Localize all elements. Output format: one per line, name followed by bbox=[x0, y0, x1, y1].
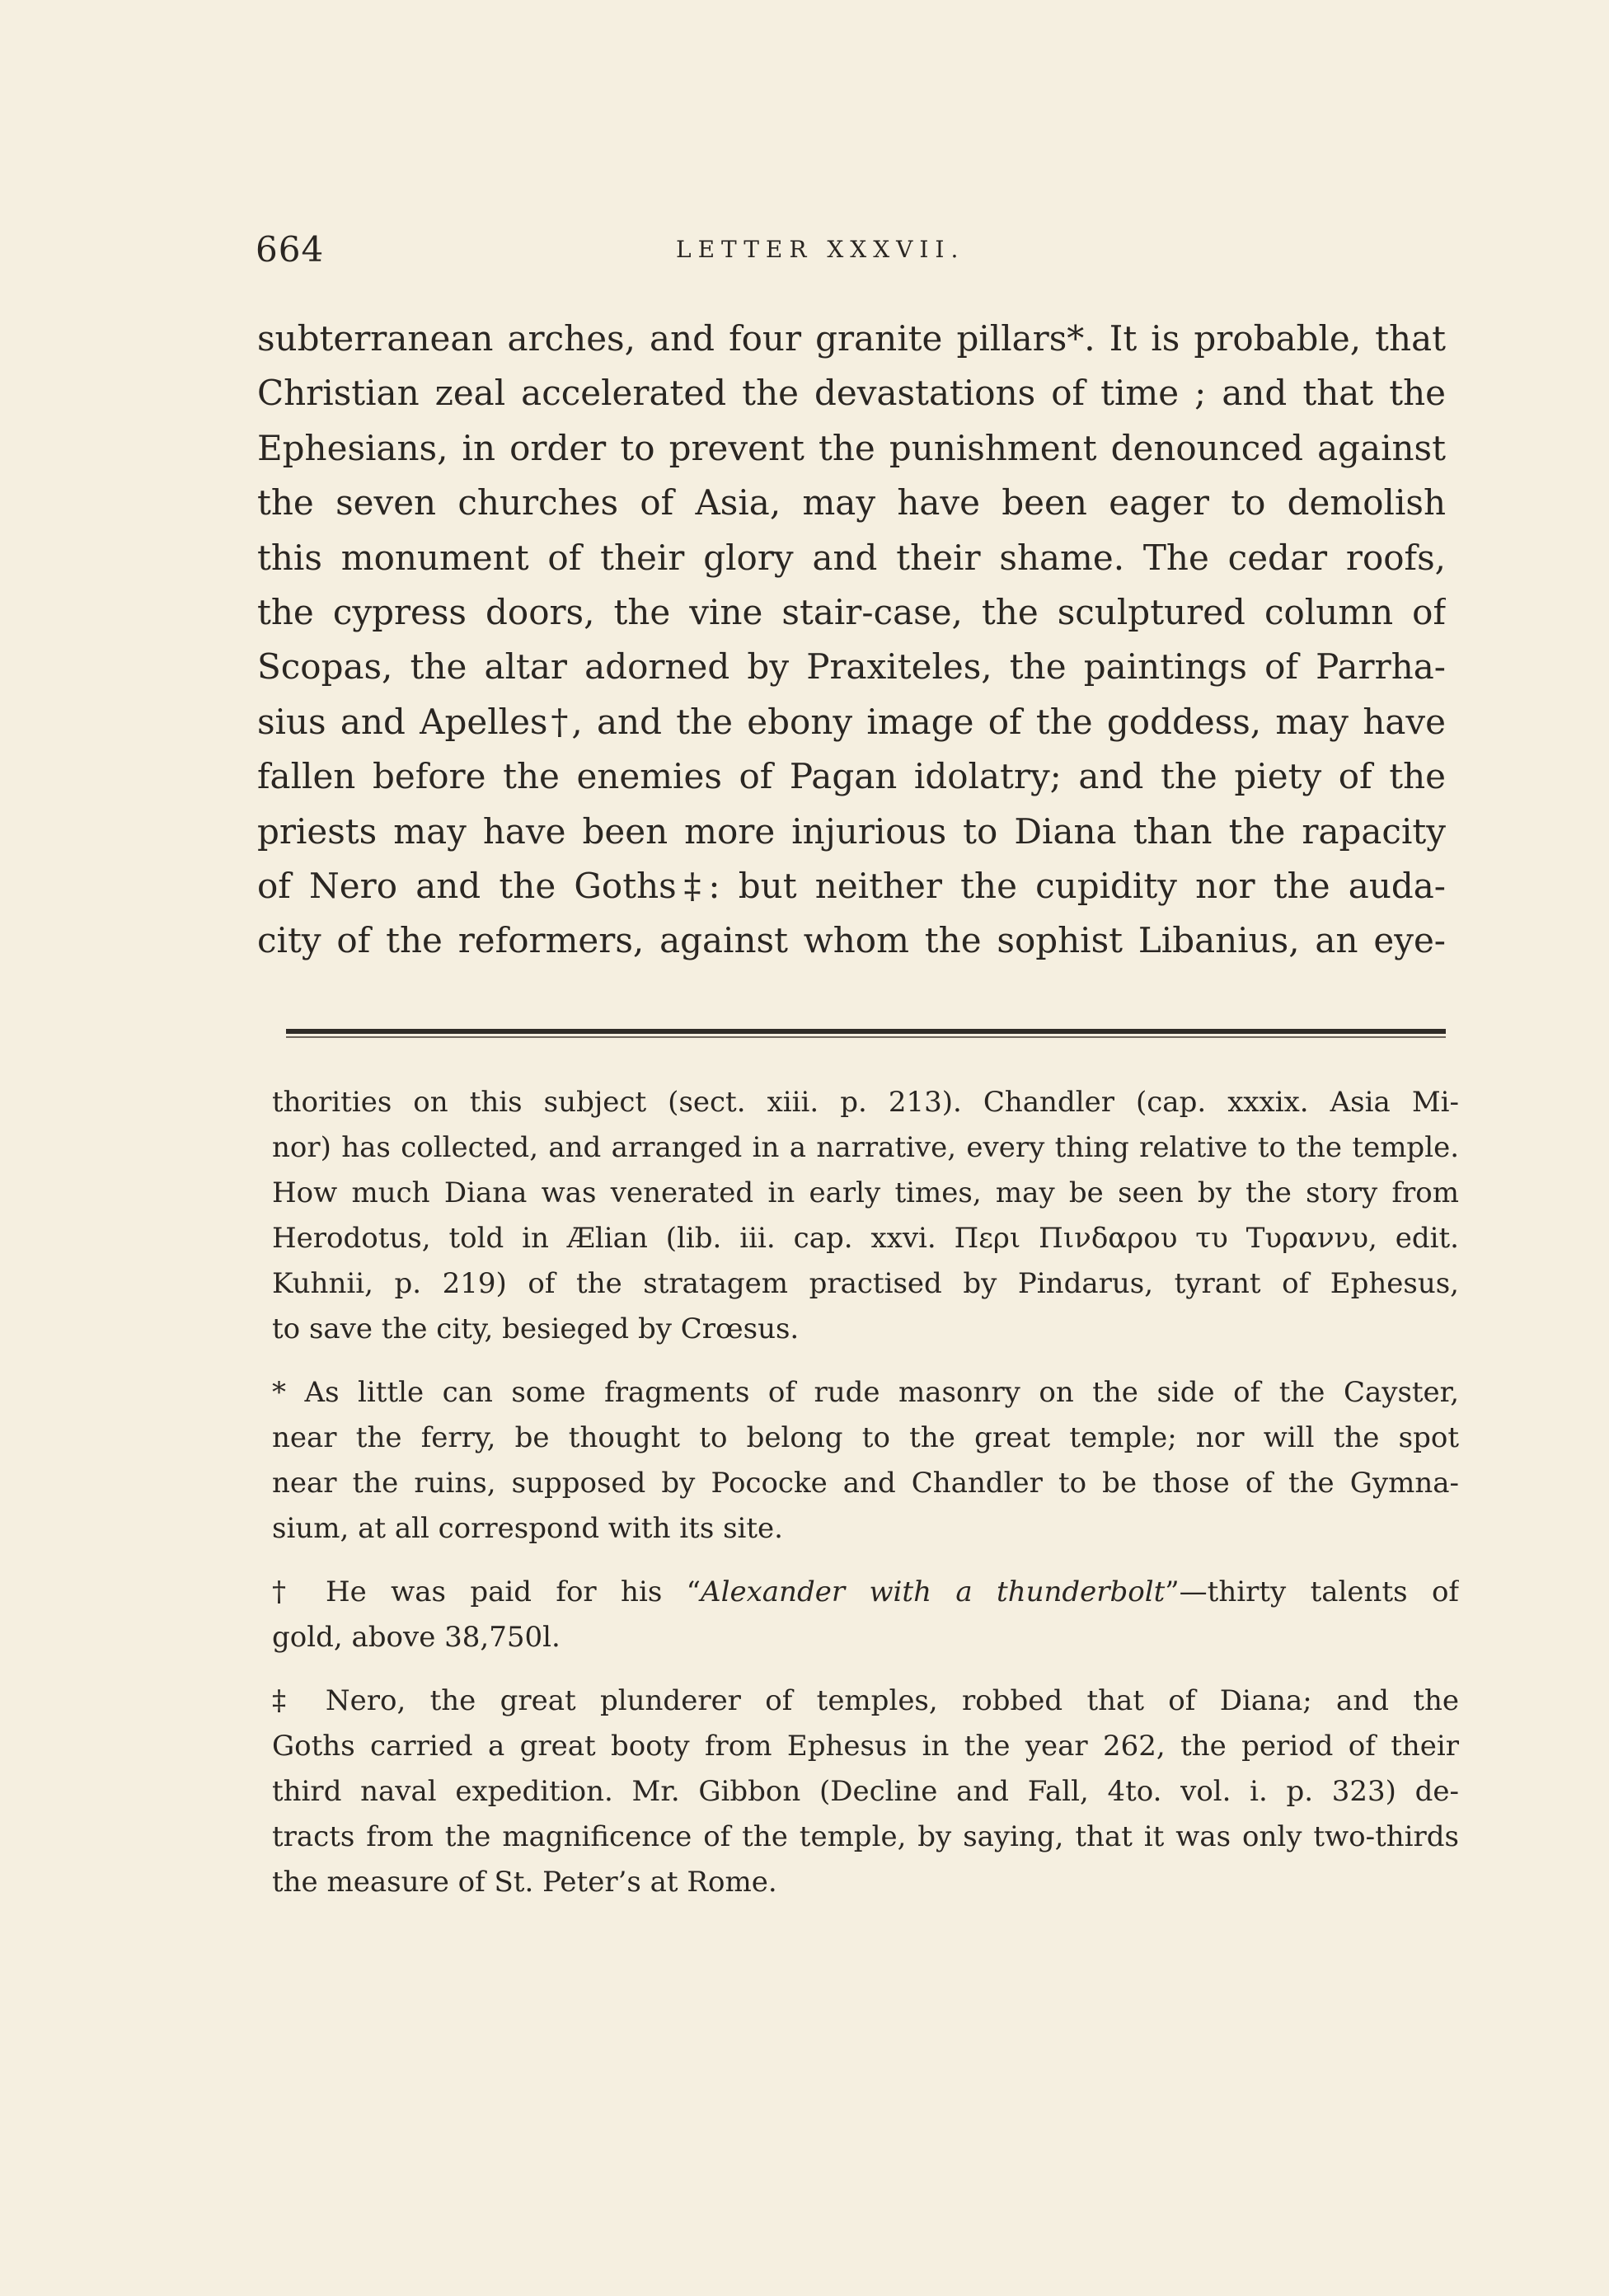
footnote-line: the measure of St. Peter’s at Rome. bbox=[272, 1866, 777, 1899]
footnote-line: nor) has collected, and arranged in a narrative, every thing relative to the temple. bbox=[272, 1131, 1459, 1164]
footnote-line: * As little can some fragments of rude masonry on the side of the Cayster, bbox=[272, 1376, 1459, 1409]
footnote-line: ‡ Nero, the great plunderer of temples, robbed that of Diana; and the bbox=[272, 1684, 1459, 1717]
body-line: Christian zeal accelerated the devastations of time ; and that the bbox=[257, 373, 1446, 414]
footnotes bbox=[272, 1080, 1459, 1923]
footnote-rule bbox=[286, 1029, 1446, 1034]
footnote-line: How much Diana was venerated in early times, may be seen by the story from bbox=[272, 1176, 1459, 1209]
footnote-line: to save the city, besieged by Crœsus. bbox=[272, 1312, 800, 1345]
footnote-line: Kuhnii, p. 219) of the stratagem practised by Pindarus, tyrant of Ephesus, bbox=[272, 1267, 1459, 1300]
running-head: LETTER XXXVII. bbox=[676, 236, 965, 263]
footnote-line bbox=[272, 1570, 1459, 1615]
footnote-line: near the ruins, supposed by Pococke and Chandler to be those of the Gymna- bbox=[272, 1467, 1459, 1500]
footnote-line: gold, above 38,750l. bbox=[272, 1621, 561, 1654]
footnote-asterisk bbox=[272, 1370, 1459, 1552]
body-line: Scopas, the altar adorned by Praxiteles, the paintings of Parrha- bbox=[257, 646, 1446, 688]
footnote-line: Goths carried a great booty from Ephesus in the year 262, the period of their bbox=[272, 1730, 1459, 1763]
body-line: this monument of their glory and their shame. The cedar roofs, bbox=[257, 537, 1446, 578]
body-text bbox=[257, 312, 1446, 969]
footnote-line: near the ferry, be thought to belong to the great temple; nor will the spot bbox=[272, 1421, 1459, 1454]
footnote-continued bbox=[272, 1080, 1459, 1352]
footnote-text: ”—thirty talents of bbox=[1165, 1575, 1459, 1608]
body-line: the cypress doors, the vine stair-case, the sculptured column of bbox=[257, 591, 1446, 632]
footnote-rule-thin bbox=[286, 1036, 1446, 1038]
footnote-line: Herodotus, told in Ælian (lib. iii. cap. xxvi. Περι Πινδαρου τυ Τυραννυ, edit. bbox=[272, 1222, 1459, 1255]
body-line: Ephesians, in order to prevent the punishment denounced against bbox=[257, 427, 1446, 468]
body-line: fallen before the enemies of Pagan idolatry; and the piety of the bbox=[257, 756, 1446, 797]
body-line: city of the reformers, against whom the sophist Libanius, an eye- bbox=[257, 920, 1446, 961]
page-number: 664 bbox=[256, 229, 325, 270]
footnote-line: tracts from the magnificence of the temple, by saying, that it was only two-thirds bbox=[272, 1820, 1459, 1853]
footnote-line: third naval expedition. Mr. Gibbon (Decline and Fall, 4to. vol. i. p. 323) de- bbox=[272, 1775, 1459, 1808]
footnote-double-dagger bbox=[272, 1679, 1459, 1905]
footnote-text: † He was paid for his “ bbox=[272, 1575, 701, 1608]
footnote-italic-title: Alexander with a thunderbolt bbox=[701, 1575, 1166, 1608]
footnote-line: thorities on this subject (sect. xiii. p. 213). Chandler (cap. xxxix. Asia Mi- bbox=[272, 1086, 1459, 1119]
body-line: subterranean arches, and four granite pillars*. It is probable, that bbox=[257, 318, 1446, 359]
body-line: of Nero and the Goths‡: but neither the cupidity nor the auda- bbox=[257, 865, 1446, 906]
body-line: the seven churches of Asia, may have been eager to demolish bbox=[257, 482, 1446, 524]
footnote-dagger bbox=[272, 1570, 1459, 1660]
body-line: sius and Apelles†, and the ebony image of the goddess, may have bbox=[257, 701, 1446, 742]
page-header bbox=[256, 229, 1442, 279]
footnote-line: sium, at all correspond with its site. bbox=[272, 1512, 783, 1545]
body-line: priests may have been more injurious to Diana than the rapacity bbox=[257, 810, 1446, 852]
